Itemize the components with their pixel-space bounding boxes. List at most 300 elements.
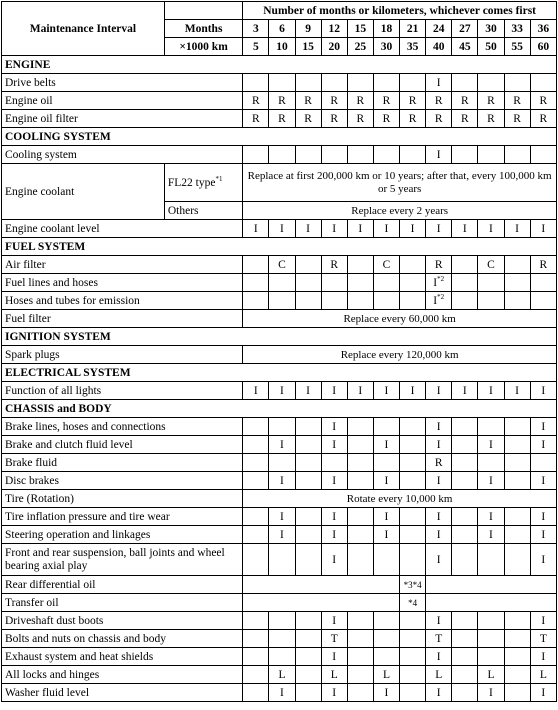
interval-cell <box>373 454 399 472</box>
interval-cell: I <box>321 436 347 454</box>
interval-cell <box>478 74 504 92</box>
interval-cell: I <box>400 382 426 400</box>
interval-cell <box>452 612 478 630</box>
row-steering <box>2 526 557 544</box>
interval-cell: R <box>321 110 347 128</box>
interval-cell <box>400 508 426 526</box>
interval-cell <box>504 256 530 274</box>
row-engine-coolant-fl22 <box>2 164 557 202</box>
interval-cell <box>347 666 373 684</box>
interval-cell <box>269 544 295 576</box>
footnote-mark: *2 <box>437 274 445 283</box>
interval-cell: R <box>243 110 269 128</box>
row-label: Tire inflation pressure and tire wear <box>2 508 243 526</box>
interval-cell <box>347 472 373 490</box>
interval-cell <box>295 74 321 92</box>
interval-cell: I <box>373 526 399 544</box>
row-label: Drive belts <box>2 74 243 92</box>
interval-cell: I <box>269 508 295 526</box>
interval-cell <box>295 526 321 544</box>
interval-cell <box>504 526 530 544</box>
interval-cell <box>295 292 321 310</box>
row-engine-oil-filter <box>2 110 557 128</box>
interval-cell <box>269 74 295 92</box>
interval-cell <box>504 630 530 648</box>
interval-cell <box>243 612 269 630</box>
interval-cell: I <box>504 220 530 238</box>
interval-cell <box>243 594 400 612</box>
interval-cell: R <box>347 110 373 128</box>
km-header: 45 <box>452 38 478 56</box>
interval-cell <box>269 454 295 472</box>
interval-cell: R <box>478 110 504 128</box>
interval-cell <box>373 274 399 292</box>
interval-cell <box>400 612 426 630</box>
interval-cell: R <box>530 92 556 110</box>
interval-cell <box>452 526 478 544</box>
interval-cell: R <box>295 92 321 110</box>
coolant-type-fl22 <box>164 164 242 202</box>
interval-cell <box>243 256 269 274</box>
interval-cell <box>504 274 530 292</box>
interval-cell <box>295 274 321 292</box>
interval-cell: I <box>426 472 452 490</box>
interval-cell <box>478 454 504 472</box>
interval-cell <box>452 630 478 648</box>
interval-cell: I <box>321 526 347 544</box>
interval-cell <box>504 454 530 472</box>
interval-cell <box>400 146 426 164</box>
interval-cell <box>478 418 504 436</box>
interval-cell <box>295 544 321 576</box>
interval-cell <box>504 436 530 454</box>
month-header: 36 <box>530 20 556 38</box>
interval-cell <box>295 666 321 684</box>
interval-cell <box>347 648 373 666</box>
row-label: Bolts and nuts on chassis and body <box>2 630 243 648</box>
interval-cell <box>243 274 269 292</box>
column-header-interval: Maintenance Interval <box>2 2 165 56</box>
row-driveshaft <box>2 612 557 630</box>
interval-cell: I <box>373 436 399 454</box>
interval-cell <box>504 648 530 666</box>
interval-cell: I <box>478 684 504 702</box>
section-title: IGNITION SYSTEM <box>2 328 557 346</box>
interval-cell <box>295 418 321 436</box>
interval-cell: I <box>426 418 452 436</box>
interval-cell: I <box>478 436 504 454</box>
row-label: Driveshaft dust boots <box>2 612 243 630</box>
interval-cell <box>452 146 478 164</box>
interval-cell <box>400 630 426 648</box>
row-label: Function of all lights <box>2 382 243 400</box>
interval-cell <box>452 648 478 666</box>
interval-cell: L <box>269 666 295 684</box>
interval-cell <box>243 684 269 702</box>
interval-cell <box>530 292 556 310</box>
interval-cell <box>269 612 295 630</box>
row-label: Engine coolant <box>2 164 165 220</box>
interval-cell <box>321 146 347 164</box>
interval-cell: R <box>426 256 452 274</box>
interval-cell <box>243 508 269 526</box>
interval-cell: I <box>530 436 556 454</box>
km-header: 5 <box>243 38 269 56</box>
month-header: 18 <box>373 20 399 38</box>
row-label: Transfer oil <box>2 594 243 612</box>
row-transfer-oil <box>2 594 557 612</box>
interval-cell <box>243 544 269 576</box>
interval-cell <box>400 418 426 436</box>
interval-cell: I <box>478 472 504 490</box>
month-header: 21 <box>400 20 426 38</box>
interval-cell: I <box>426 648 452 666</box>
interval-cell <box>452 508 478 526</box>
row-label: Hoses and tubes for emission <box>2 292 243 310</box>
section-title: ENGINE <box>2 56 557 74</box>
interval-cell <box>373 630 399 648</box>
month-header: 15 <box>347 20 373 38</box>
km-header: 50 <box>478 38 504 56</box>
interval-cell <box>295 508 321 526</box>
row-spark-plugs <box>2 346 557 364</box>
interval-cell: R <box>530 110 556 128</box>
interval-cell: I <box>269 220 295 238</box>
interval-cell: I <box>426 220 452 238</box>
interval-cell: I <box>530 526 556 544</box>
interval-cell <box>373 418 399 436</box>
interval-cell <box>504 612 530 630</box>
interval-cell: I <box>295 382 321 400</box>
month-header: 9 <box>295 20 321 38</box>
interval-cell <box>452 454 478 472</box>
row-tire-pressure <box>2 508 557 526</box>
interval-cell <box>347 256 373 274</box>
interval-cell <box>373 648 399 666</box>
interval-cell <box>347 630 373 648</box>
interval-cell: I <box>321 382 347 400</box>
interval-cell: I <box>295 220 321 238</box>
row-label: Disc brakes <box>2 472 243 490</box>
interval-cell: I <box>426 146 452 164</box>
interval-cell <box>504 544 530 576</box>
km-header: 35 <box>400 38 426 56</box>
interval-cell <box>373 544 399 576</box>
interval-cell: I <box>426 508 452 526</box>
row-fuel-filter <box>2 310 557 328</box>
row-brake-lines <box>2 418 557 436</box>
interval-cell: I <box>478 508 504 526</box>
row-tire-rotation <box>2 490 557 508</box>
interval-cell: R <box>269 110 295 128</box>
section-chassis <box>2 400 557 418</box>
interval-cell <box>243 576 400 594</box>
interval-cell <box>452 666 478 684</box>
row-label: Engine coolant level <box>2 220 243 238</box>
interval-cell <box>400 472 426 490</box>
interval-note: Rotate every 10,000 km <box>243 490 557 508</box>
interval-cell <box>400 256 426 274</box>
month-header: 33 <box>504 20 530 38</box>
interval-cell: I <box>530 612 556 630</box>
interval-cell <box>478 630 504 648</box>
interval-cell <box>400 544 426 576</box>
footnote-mark: *1 <box>215 174 223 183</box>
interval-cell <box>269 292 295 310</box>
interval-cell: I <box>530 220 556 238</box>
interval-cell <box>295 684 321 702</box>
section-title: ELECTRICAL SYSTEM <box>2 364 557 382</box>
row-lights <box>2 382 557 400</box>
interval-cell <box>504 418 530 436</box>
interval-cell: I <box>269 472 295 490</box>
interval-cell <box>478 648 504 666</box>
interval-cell: I <box>530 472 556 490</box>
interval-cell <box>347 684 373 702</box>
interval-cell <box>373 74 399 92</box>
interval-cell <box>504 508 530 526</box>
interval-cell: I <box>426 74 452 92</box>
interval-cell <box>269 630 295 648</box>
interval-cell: I <box>400 220 426 238</box>
interval-cell <box>400 454 426 472</box>
interval-cell <box>530 146 556 164</box>
interval-cell: I <box>269 526 295 544</box>
interval-cell: R <box>373 110 399 128</box>
interval-cell <box>243 666 269 684</box>
interval-cell <box>373 146 399 164</box>
interval-cell: T <box>426 630 452 648</box>
interval-cell <box>504 666 530 684</box>
km-header: 25 <box>347 38 373 56</box>
interval-cell: I <box>426 526 452 544</box>
row-locks <box>2 666 557 684</box>
coolant-type-label: FL22 type <box>167 176 216 189</box>
interval-cell <box>452 274 478 292</box>
interval-cell <box>504 74 530 92</box>
interval-cell: I <box>452 220 478 238</box>
interval-cell <box>295 436 321 454</box>
interval-cell: R <box>426 110 452 128</box>
month-header: 12 <box>321 20 347 38</box>
interval-cell <box>530 274 556 292</box>
interval-cell <box>321 454 347 472</box>
interval-mark: I <box>433 276 438 289</box>
interval-cell: I <box>373 508 399 526</box>
interval-cell <box>452 292 478 310</box>
interval-cell: I <box>478 526 504 544</box>
interval-cell: I <box>321 418 347 436</box>
interval-cell <box>243 292 269 310</box>
interval-cell <box>400 292 426 310</box>
row-suspension <box>2 544 557 576</box>
row-label: Exhaust system and heat shields <box>2 648 243 666</box>
interval-cell: I <box>426 382 452 400</box>
interval-cell <box>269 146 295 164</box>
row-label: Brake and clutch fluid level <box>2 436 243 454</box>
interval-cell <box>295 648 321 666</box>
row-label: Air filter <box>2 256 243 274</box>
interval-cell <box>400 526 426 544</box>
row-emission-hoses <box>2 292 557 310</box>
interval-cell <box>347 74 373 92</box>
interval-cell: R <box>400 92 426 110</box>
months-label: Months <box>164 20 242 38</box>
interval-cell: R <box>426 92 452 110</box>
interval-cell: I <box>347 220 373 238</box>
interval-cell <box>530 454 556 472</box>
interval-cell: I <box>321 472 347 490</box>
interval-cell <box>295 454 321 472</box>
interval-cell: R <box>321 92 347 110</box>
interval-cell <box>400 684 426 702</box>
row-label: All locks and hinges <box>2 666 243 684</box>
interval-cell <box>321 292 347 310</box>
interval-cell: I <box>452 382 478 400</box>
interval-cell <box>347 292 373 310</box>
interval-cell: I <box>321 544 347 576</box>
interval-cell: I <box>321 648 347 666</box>
interval-cell: R <box>347 92 373 110</box>
month-header: 27 <box>452 20 478 38</box>
interval-note: Replace every 120,000 km <box>243 346 557 364</box>
km-header: 40 <box>426 38 452 56</box>
interval-cell <box>478 544 504 576</box>
row-drive-belts <box>2 74 557 92</box>
row-label: Cooling system <box>2 146 243 164</box>
interval-cell: I <box>530 544 556 576</box>
km-header: 10 <box>269 38 295 56</box>
interval-cell <box>504 146 530 164</box>
interval-cell: R <box>321 256 347 274</box>
interval-cell: C <box>478 256 504 274</box>
interval-cell: I <box>530 508 556 526</box>
km-header: 55 <box>504 38 530 56</box>
row-label: Rear differential oil <box>2 576 243 594</box>
interval-cell: R <box>530 256 556 274</box>
interval-cell: I <box>373 220 399 238</box>
interval-cell <box>243 74 269 92</box>
interval-cell <box>347 418 373 436</box>
interval-cell: R <box>373 92 399 110</box>
interval-cell <box>426 274 452 292</box>
interval-cell <box>295 146 321 164</box>
interval-cell: R <box>400 110 426 128</box>
interval-cell: C <box>269 256 295 274</box>
column-header-span: Number of months or kilometers, whichever comes first <box>243 2 557 20</box>
interval-cell <box>373 292 399 310</box>
interval-cell <box>400 666 426 684</box>
interval-cell: I <box>478 220 504 238</box>
interval-cell: I <box>373 472 399 490</box>
interval-cell <box>452 684 478 702</box>
footnote-mark: *2 <box>437 292 445 301</box>
interval-cell <box>478 292 504 310</box>
row-exhaust <box>2 648 557 666</box>
row-label: Steering operation and linkages <box>2 526 243 544</box>
interval-cell <box>400 274 426 292</box>
row-engine-oil <box>2 92 557 110</box>
interval-cell: R <box>504 92 530 110</box>
interval-cell <box>243 472 269 490</box>
interval-cell <box>452 544 478 576</box>
interval-cell: T <box>321 630 347 648</box>
interval-cell <box>400 74 426 92</box>
interval-cell <box>243 648 269 666</box>
month-header: 3 <box>243 20 269 38</box>
interval-cell <box>347 436 373 454</box>
row-cooling-system <box>2 146 557 164</box>
interval-cell: I <box>373 382 399 400</box>
interval-cell <box>426 576 557 594</box>
interval-cell: I <box>269 684 295 702</box>
interval-cell <box>295 612 321 630</box>
interval-cell: I <box>321 684 347 702</box>
row-fuel-lines <box>2 274 557 292</box>
interval-cell: R <box>426 454 452 472</box>
km-header: 15 <box>295 38 321 56</box>
interval-cell: R <box>269 92 295 110</box>
interval-cell <box>452 436 478 454</box>
header-row <box>2 2 557 20</box>
row-label: Brake lines, hoses and connections <box>2 418 243 436</box>
interval-cell: I <box>269 436 295 454</box>
interval-mark: I <box>433 294 438 307</box>
interval-cell: I <box>347 382 373 400</box>
row-label: Fuel lines and hoses <box>2 274 243 292</box>
month-header: 6 <box>269 20 295 38</box>
row-label: Fuel filter <box>2 310 243 328</box>
interval-cell <box>504 472 530 490</box>
header-blank <box>164 2 242 20</box>
row-label: Spark plugs <box>2 346 243 364</box>
row-brake-fluid-level <box>2 436 557 454</box>
interval-cell <box>347 146 373 164</box>
interval-cell <box>347 612 373 630</box>
interval-cell: R <box>478 92 504 110</box>
section-title: CHASSIS and BODY <box>2 400 557 418</box>
interval-cell: I <box>426 612 452 630</box>
interval-cell <box>347 526 373 544</box>
interval-cell: R <box>243 92 269 110</box>
interval-cell: L <box>321 666 347 684</box>
interval-note: Replace every 2 years <box>243 202 557 220</box>
interval-cell <box>347 454 373 472</box>
footnote-note: *3*4 <box>400 576 426 594</box>
interval-cell: I <box>530 648 556 666</box>
row-label: Engine oil <box>2 92 243 110</box>
interval-cell <box>530 74 556 92</box>
interval-cell: I <box>321 220 347 238</box>
interval-cell <box>347 544 373 576</box>
interval-cell <box>295 472 321 490</box>
interval-cell <box>243 630 269 648</box>
interval-cell: I <box>426 436 452 454</box>
interval-cell: I <box>426 684 452 702</box>
row-bolts <box>2 630 557 648</box>
interval-cell <box>478 612 504 630</box>
interval-cell <box>269 418 295 436</box>
month-header: 24 <box>426 20 452 38</box>
interval-cell <box>452 74 478 92</box>
interval-cell <box>452 418 478 436</box>
km-label: ×1000 km <box>164 38 242 56</box>
interval-note: Replace at first 200,000 km or 10 years; after that, every 100,000 km or 5 years <box>243 164 557 202</box>
interval-cell <box>243 146 269 164</box>
interval-cell <box>426 594 557 612</box>
section-electrical <box>2 364 557 382</box>
interval-cell <box>243 454 269 472</box>
